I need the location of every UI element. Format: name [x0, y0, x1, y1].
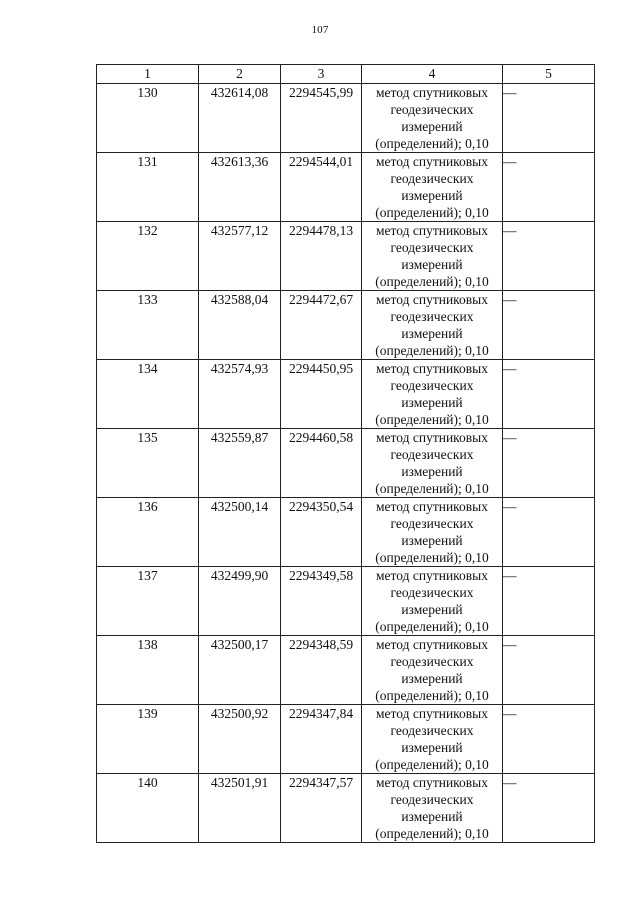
table-row	[97, 291, 595, 360]
method-cell	[362, 153, 503, 222]
method-text-line: (определений); 0,10	[375, 826, 489, 841]
note-cell: —	[503, 222, 595, 291]
y-coordinate-cell: 2294460,58	[281, 429, 362, 498]
table-row	[97, 153, 595, 222]
y-coordinate-cell: 2294472,67	[281, 291, 362, 360]
y-coordinate-cell: 2294347,84	[281, 705, 362, 774]
note-cell: —	[503, 774, 595, 843]
method-text-line: измерений	[401, 533, 463, 548]
header-col-3: 3	[281, 65, 362, 84]
method-text-line: метод спутниковых	[376, 292, 488, 307]
method-text-line: метод спутниковых	[376, 85, 488, 100]
note-cell: —	[503, 84, 595, 153]
method-text-line: геодезических	[390, 516, 474, 531]
x-coordinate-cell: 432577,12	[199, 222, 281, 291]
y-coordinate-cell: 2294450,95	[281, 360, 362, 429]
x-coordinate-cell: 432588,04	[199, 291, 281, 360]
point-number-cell: 136	[97, 498, 199, 567]
point-number-cell: 135	[97, 429, 199, 498]
method-text-line: геодезических	[390, 792, 474, 807]
note-cell: —	[503, 360, 595, 429]
method-cell	[362, 291, 503, 360]
method-text-line: (определений); 0,10	[375, 343, 489, 358]
method-text-line: (определений); 0,10	[375, 550, 489, 565]
method-text-line: метод спутниковых	[376, 223, 488, 238]
y-coordinate-cell: 2294349,58	[281, 567, 362, 636]
method-text-line: метод спутниковых	[376, 568, 488, 583]
method-text-line: геодезических	[390, 309, 474, 324]
coordinates-table	[96, 64, 595, 843]
method-text-line: геодезических	[390, 240, 474, 255]
method-text-line: измерений	[401, 809, 463, 824]
table-row	[97, 429, 595, 498]
method-text-line: метод спутниковых	[376, 499, 488, 514]
header-col-1: 1	[97, 65, 199, 84]
method-text-line: (определений); 0,10	[375, 274, 489, 289]
table-row	[97, 498, 595, 567]
x-coordinate-cell: 432559,87	[199, 429, 281, 498]
header-col-4: 4	[362, 65, 503, 84]
note-cell: —	[503, 705, 595, 774]
point-number-cell: 131	[97, 153, 199, 222]
method-text-line: геодезических	[390, 171, 474, 186]
method-text-line: измерений	[401, 326, 463, 341]
method-text-line: (определений); 0,10	[375, 136, 489, 151]
point-number-cell: 134	[97, 360, 199, 429]
point-number-cell: 137	[97, 567, 199, 636]
method-text-line: геодезических	[390, 378, 474, 393]
method-cell	[362, 429, 503, 498]
method-text-line: геодезических	[390, 447, 474, 462]
method-text-line: метод спутниковых	[376, 154, 488, 169]
header-col-2: 2	[199, 65, 281, 84]
method-text-line: (определений); 0,10	[375, 412, 489, 427]
x-coordinate-cell: 432500,92	[199, 705, 281, 774]
method-cell	[362, 567, 503, 636]
method-text-line: метод спутниковых	[376, 706, 488, 721]
point-number-cell: 140	[97, 774, 199, 843]
table-row	[97, 222, 595, 291]
method-cell	[362, 774, 503, 843]
method-text-line: измерений	[401, 395, 463, 410]
method-cell	[362, 705, 503, 774]
x-coordinate-cell: 432499,90	[199, 567, 281, 636]
method-cell	[362, 498, 503, 567]
note-cell: —	[503, 567, 595, 636]
x-coordinate-cell: 432500,17	[199, 636, 281, 705]
method-text-line: измерений	[401, 602, 463, 617]
note-cell: —	[503, 153, 595, 222]
y-coordinate-cell: 2294348,59	[281, 636, 362, 705]
point-number-cell: 132	[97, 222, 199, 291]
x-coordinate-cell: 432614,08	[199, 84, 281, 153]
method-text-line: геодезических	[390, 723, 474, 738]
method-text-line: измерений	[401, 671, 463, 686]
method-text-line: измерений	[401, 257, 463, 272]
point-number-cell: 130	[97, 84, 199, 153]
table-header-row	[97, 65, 595, 84]
point-number-cell: 138	[97, 636, 199, 705]
method-cell	[362, 84, 503, 153]
method-cell	[362, 360, 503, 429]
method-text-line: измерений	[401, 740, 463, 755]
table-row	[97, 84, 595, 153]
y-coordinate-cell: 2294545,99	[281, 84, 362, 153]
note-cell: —	[503, 498, 595, 567]
method-text-line: измерений	[401, 464, 463, 479]
table-row	[97, 774, 595, 843]
method-text-line: (определений); 0,10	[375, 205, 489, 220]
table-row	[97, 705, 595, 774]
note-cell: —	[503, 291, 595, 360]
method-text-line: измерений	[401, 188, 463, 203]
method-text-line: (определений); 0,10	[375, 688, 489, 703]
method-text-line: метод спутниковых	[376, 430, 488, 445]
y-coordinate-cell: 2294347,57	[281, 774, 362, 843]
method-text-line: (определений); 0,10	[375, 481, 489, 496]
note-cell: —	[503, 429, 595, 498]
method-text-line: метод спутниковых	[376, 361, 488, 376]
y-coordinate-cell: 2294478,13	[281, 222, 362, 291]
table-row	[97, 636, 595, 705]
x-coordinate-cell: 432613,36	[199, 153, 281, 222]
x-coordinate-cell: 432500,14	[199, 498, 281, 567]
page-number: 107	[311, 24, 329, 36]
point-number-cell: 133	[97, 291, 199, 360]
method-text-line: геодезических	[390, 654, 474, 669]
header-col-5: 5	[503, 65, 595, 84]
method-text-line: геодезических	[390, 585, 474, 600]
table-row	[97, 567, 595, 636]
y-coordinate-cell: 2294544,01	[281, 153, 362, 222]
x-coordinate-cell: 432574,93	[199, 360, 281, 429]
method-cell	[362, 636, 503, 705]
note-cell: —	[503, 636, 595, 705]
point-number-cell: 139	[97, 705, 199, 774]
method-text-line: геодезических	[390, 102, 474, 117]
table-row	[97, 360, 595, 429]
method-text-line: (определений); 0,10	[375, 757, 489, 772]
method-text-line: (определений); 0,10	[375, 619, 489, 634]
method-cell	[362, 222, 503, 291]
y-coordinate-cell: 2294350,54	[281, 498, 362, 567]
method-text-line: метод спутниковых	[376, 637, 488, 652]
method-text-line: метод спутниковых	[376, 775, 488, 790]
table-body	[97, 84, 595, 843]
x-coordinate-cell: 432501,91	[199, 774, 281, 843]
method-text-line: измерений	[401, 119, 463, 134]
